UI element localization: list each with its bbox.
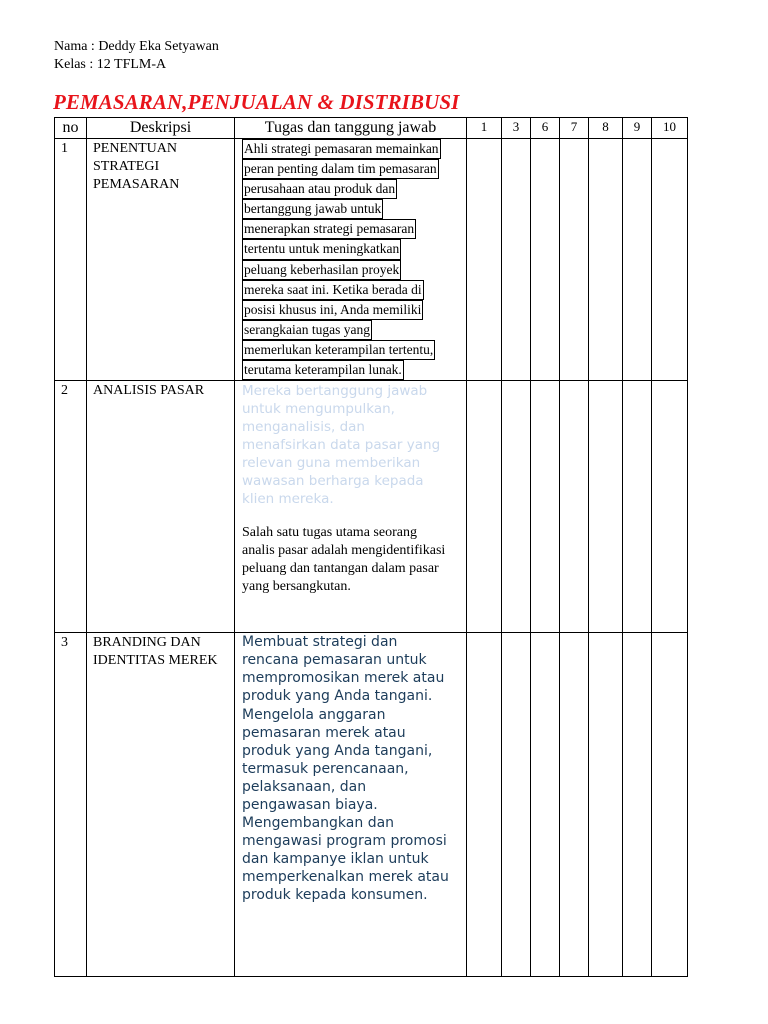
task-table <box>54 117 688 977</box>
score-cell <box>502 381 531 633</box>
table-header-row <box>55 118 688 139</box>
score-cell <box>652 381 688 633</box>
col-header-tugas: Tugas dan tanggung jawab <box>235 118 467 139</box>
col-header-9: 9 <box>623 118 652 139</box>
score-cell <box>589 381 623 633</box>
faint-text: Mereka bertanggung jawab untuk mengumpulkan, menganalisis, dan menafsirkan data pasar yang relevan guna memberikan wawasan berharga kepada klien mereka. <box>242 383 441 508</box>
score-cell <box>623 139 652 381</box>
score-cell <box>623 633 652 977</box>
col-header-deskripsi: Deskripsi <box>87 118 235 139</box>
boxed-line: mereka saat ini. Ketika berada di <box>242 280 424 300</box>
score-cell <box>589 139 623 381</box>
score-cell <box>467 139 502 381</box>
score-cell <box>560 381 589 633</box>
boxed-text-block <box>242 139 466 380</box>
boxed-line: menerapkan strategi pemasaran <box>242 219 416 239</box>
row-deskripsi: BRANDING DAN IDENTITAS MEREK <box>87 633 235 977</box>
table-row <box>55 633 688 977</box>
boxed-line: memerlukan keterampilan tertentu, <box>242 340 435 360</box>
row-tugas <box>235 139 467 381</box>
row-deskripsi: ANALISIS PASAR <box>87 381 235 633</box>
row-deskripsi: PENENTUAN STRATEGI PEMASARAN <box>87 139 235 381</box>
col-header-no: no <box>55 118 87 139</box>
col-header-1: 1 <box>467 118 502 139</box>
boxed-line: peluang keberhasilan proyek <box>242 260 401 280</box>
table-row <box>55 381 688 633</box>
col-header-6: 6 <box>531 118 560 139</box>
paragraph: Mengembangkan dan mengawasi program promosi dan kampanye iklan untuk memperkenalkan merek atau produk kepada konsumen. <box>242 815 449 904</box>
boxed-line: terutama keterampilan lunak. <box>242 360 404 380</box>
score-cell <box>467 381 502 633</box>
boxed-line: peran penting dalam tim pemasaran <box>242 159 439 179</box>
score-cell <box>652 633 688 977</box>
analis-text: Salah satu tugas utama seorang analis pasar adalah mengidentifikasi peluang dan tantangan dalam pasar yang bersangkutan. <box>242 525 446 595</box>
row-number: 3 <box>55 633 87 977</box>
score-cell <box>589 633 623 977</box>
boxed-line: posisi khusus ini, Anda memiliki <box>242 300 423 320</box>
paragraph: Membuat strategi dan rencana pemasaran untuk mempromosikan merek atau produk yang Anda tangani. <box>242 634 445 705</box>
row-number: 2 <box>55 381 87 633</box>
score-cell <box>467 633 502 977</box>
col-header-3: 3 <box>502 118 531 139</box>
paragraph: Mengelola anggaran pemasaran merek atau produk yang Anda tangani, termasuk perencanaan, pelaksanaan, dan pengawasan biaya. <box>242 706 433 813</box>
student-name: Nama : Deddy Eka Setyawan <box>54 39 219 54</box>
col-header-7: 7 <box>560 118 589 139</box>
score-cell <box>560 139 589 381</box>
score-cell <box>531 381 560 633</box>
boxed-line: serangkaian tugas yang <box>242 320 372 340</box>
score-cell <box>502 139 531 381</box>
score-cell <box>531 633 560 977</box>
table-row <box>55 139 688 381</box>
boxed-line: tertentu untuk meningkatkan <box>242 239 401 259</box>
row-number: 1 <box>55 139 87 381</box>
score-cell <box>623 381 652 633</box>
boxed-line: perusahaan atau produk dan <box>242 179 397 199</box>
score-cell <box>560 633 589 977</box>
score-cell <box>531 139 560 381</box>
row-tugas <box>235 633 467 977</box>
document-title: PEMASARAN,PENJUALAN & DISTRIBUSI <box>53 90 460 114</box>
score-cell <box>502 633 531 977</box>
boxed-line: bertanggung jawab untuk <box>242 199 383 219</box>
col-header-8: 8 <box>589 118 623 139</box>
row-tugas <box>235 381 467 633</box>
col-header-10: 10 <box>652 118 688 139</box>
score-cell <box>652 139 688 381</box>
boxed-line: Ahli strategi pemasaran memainkan <box>242 139 441 159</box>
student-class: Kelas : 12 TFLM-A <box>54 57 167 72</box>
